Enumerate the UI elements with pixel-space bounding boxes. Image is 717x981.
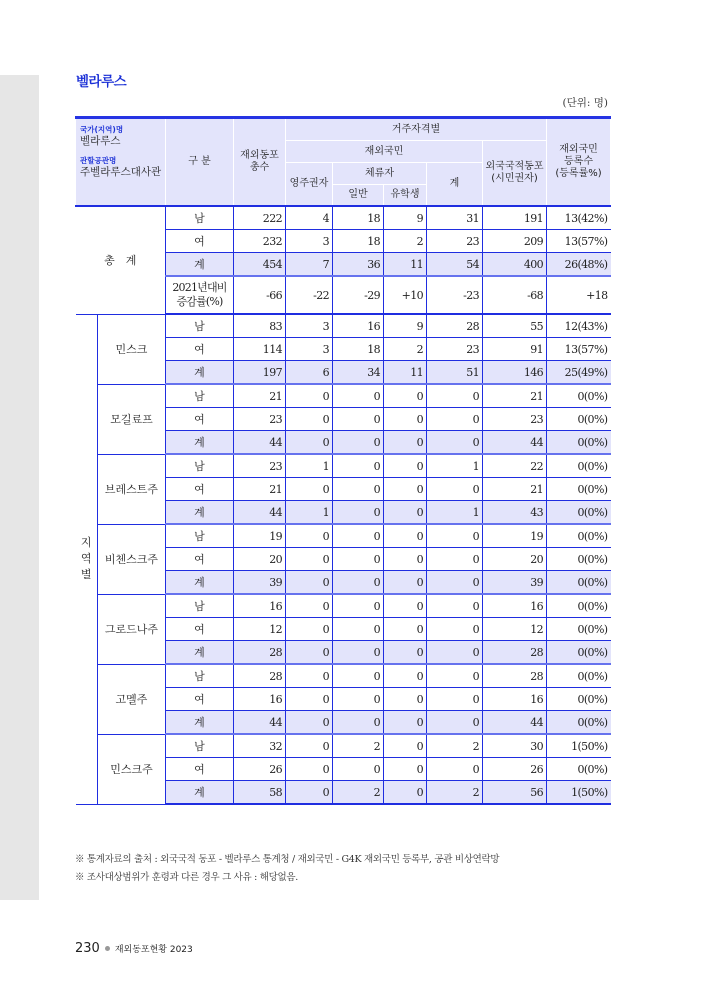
region-name: 민스크주 <box>98 734 166 804</box>
unit-label: (단위: 명) <box>562 97 608 109</box>
side-margin-band <box>0 75 39 900</box>
row-label: 여 <box>166 408 234 431</box>
registered-cell: 0(0%) <box>547 664 611 688</box>
row-label: 남 <box>166 594 234 618</box>
subtotal-cell: 1 <box>427 501 483 525</box>
total-overseas-header-line2: 총수 <box>249 162 270 173</box>
subtotal-cell: 54 <box>427 253 483 277</box>
registered-cell: 0(0%) <box>547 548 611 571</box>
registered-cell: 0(0%) <box>547 571 611 595</box>
subtotal-cell: 23 <box>427 338 483 361</box>
row-label: 남 <box>166 314 234 338</box>
row-label: 계 <box>166 253 234 277</box>
registered-header-line2: 등록수 <box>564 156 593 167</box>
row-label: 남 <box>166 384 234 408</box>
total-overseas-cell: 454 <box>234 253 286 277</box>
registered-cell: 0(0%) <box>547 688 611 711</box>
row-label: 계 <box>166 781 234 805</box>
subtotal-cell: 0 <box>427 688 483 711</box>
general-header: 일반 <box>333 185 384 207</box>
student-cell: 9 <box>384 206 427 230</box>
foreign-national-cell: 26 <box>483 758 547 781</box>
total-overseas-cell: 23 <box>234 454 286 478</box>
subtotal-cell: 0 <box>427 384 483 408</box>
region-group-label <box>76 314 98 804</box>
general-cell: 0 <box>333 664 384 688</box>
permanent-resident-cell: 0 <box>286 431 333 455</box>
row-label: 계 <box>166 641 234 665</box>
total-overseas-cell: 32 <box>234 734 286 758</box>
general-cell: 0 <box>333 618 384 641</box>
student-header: 유학생 <box>384 185 427 207</box>
country-info-cell <box>76 118 166 207</box>
foreign-national-header-line1: 외국국적동포 <box>485 161 544 172</box>
permanent-resident-cell: 0 <box>286 594 333 618</box>
row-label: 남 <box>166 454 234 478</box>
general-cell: 0 <box>333 431 384 455</box>
foreign-national-cell: 30 <box>483 734 547 758</box>
foreign-national-header-line2: (시민권자) <box>491 173 538 184</box>
general-cell: 2 <box>333 781 384 805</box>
general-cell: 18 <box>333 206 384 230</box>
foreign-national-cell: 21 <box>483 384 547 408</box>
total-overseas-cell: 16 <box>234 688 286 711</box>
general-cell: 0 <box>333 711 384 735</box>
general-cell: 0 <box>333 548 384 571</box>
source-note: ※ 통계자료의 출처 : 외국국적 동포 - 벨라루스 통계청 / 재외국민 - G4K 재외국민 등록부, 공관 비상연락망 <box>75 854 500 865</box>
foreign-national-header <box>483 141 547 207</box>
subtotal-cell: 0 <box>427 758 483 781</box>
total-overseas-cell: 83 <box>234 314 286 338</box>
permanent-resident-cell: 7 <box>286 253 333 277</box>
total-overseas-header-line1: 재외동포 <box>240 150 279 161</box>
total-overseas-cell: 21 <box>234 478 286 501</box>
subtotal-cell: 0 <box>427 548 483 571</box>
office-label: 관할공관명 <box>80 156 117 165</box>
registered-cell: 0(0%) <box>547 641 611 665</box>
subtotal-cell: 28 <box>427 314 483 338</box>
total-overseas-cell: 21 <box>234 384 286 408</box>
row-label: 계 <box>166 361 234 385</box>
row-label: 계 <box>166 501 234 525</box>
foreign-national-cell: 56 <box>483 781 547 805</box>
foreign-national-cell: 16 <box>483 688 547 711</box>
table-header <box>76 118 611 207</box>
registered-header-line3: (등록률%) <box>555 168 602 179</box>
registered-cell: 13(57%) <box>547 230 611 253</box>
subtotal-cell: 0 <box>427 431 483 455</box>
permanent-resident-cell: 0 <box>286 641 333 665</box>
subtotal-cell: 0 <box>427 664 483 688</box>
registered-cell: 13(42%) <box>547 206 611 230</box>
permanent-resident-cell: 0 <box>286 688 333 711</box>
general-cell: 0 <box>333 478 384 501</box>
row-label: 계 <box>166 431 234 455</box>
subtotal-cell: 31 <box>427 206 483 230</box>
row-label: 남 <box>166 206 234 230</box>
table-row <box>76 524 611 548</box>
foreign-national-cell: 44 <box>483 431 547 455</box>
permanent-resident-cell: 0 <box>286 734 333 758</box>
permanent-resident-cell: 3 <box>286 338 333 361</box>
foreign-national-cell: 21 <box>483 478 547 501</box>
subtotal-cell: 0 <box>427 408 483 431</box>
region-name: 모길료프 <box>98 384 166 454</box>
permanent-resident-cell: 3 <box>286 314 333 338</box>
general-cell: 0 <box>333 571 384 595</box>
page-title: 벨라루스 <box>76 74 127 90</box>
change-rate-label-line2: 증감률(%) <box>176 295 223 308</box>
subtotal-cell: 0 <box>427 571 483 595</box>
foreign-national-cell: 28 <box>483 664 547 688</box>
registered-cell: 0(0%) <box>547 711 611 735</box>
registered-cell: 0(0%) <box>547 758 611 781</box>
permanent-resident-cell: 1 <box>286 454 333 478</box>
registered-cell: 0(0%) <box>547 594 611 618</box>
general-cell: 0 <box>333 408 384 431</box>
total-overseas-cell: 12 <box>234 618 286 641</box>
row-label: 여 <box>166 758 234 781</box>
row-label: 여 <box>166 688 234 711</box>
general-cell: 0 <box>333 641 384 665</box>
general-cell: 0 <box>333 524 384 548</box>
row-label: 남 <box>166 664 234 688</box>
permanent-resident-cell: 6 <box>286 361 333 385</box>
registered-header-line1: 재외국민 <box>559 144 598 155</box>
general-cell: 18 <box>333 338 384 361</box>
bullet-dot-icon <box>105 946 110 951</box>
subtotal-cell: 23 <box>427 230 483 253</box>
subtotal-change-cell: -23 <box>427 276 483 314</box>
total-overseas-cell: 39 <box>234 571 286 595</box>
student-cell: 0 <box>384 548 427 571</box>
region-name: 그로드나주 <box>98 594 166 664</box>
permanent-resident-cell: 0 <box>286 781 333 805</box>
general-cell: 0 <box>333 384 384 408</box>
foreign-national-cell: 44 <box>483 711 547 735</box>
subtotal-cell: 0 <box>427 618 483 641</box>
total-overseas-cell: 16 <box>234 594 286 618</box>
subtotal-cell: 0 <box>427 641 483 665</box>
student-cell: 0 <box>384 501 427 525</box>
row-label: 여 <box>166 230 234 253</box>
total-overseas-cell: 58 <box>234 781 286 805</box>
subtotal-cell: 0 <box>427 478 483 501</box>
registered-cell: 0(0%) <box>547 454 611 478</box>
student-cell: 2 <box>384 338 427 361</box>
row-label: 여 <box>166 618 234 641</box>
registered-cell: 25(49%) <box>547 361 611 385</box>
registered-cell: 1(50%) <box>547 781 611 805</box>
student-cell: 0 <box>384 641 427 665</box>
foreign-national-cell: 23 <box>483 408 547 431</box>
registered-change-cell: +18 <box>547 276 611 314</box>
overseas-nationals-header: 재외국민 <box>286 141 483 163</box>
student-cell: 0 <box>384 758 427 781</box>
registered-cell: 26(48%) <box>547 253 611 277</box>
student-cell: 0 <box>384 618 427 641</box>
total-overseas-cell: 26 <box>234 758 286 781</box>
foreign-national-cell: 400 <box>483 253 547 277</box>
country-label: 국가(지역)명 <box>80 125 124 134</box>
sojourner-header: 체류자 <box>333 163 427 185</box>
student-cell: 0 <box>384 781 427 805</box>
statistics-table <box>75 116 611 805</box>
row-label: 계 <box>166 571 234 595</box>
row-label: 여 <box>166 478 234 501</box>
foreign-national-cell: 55 <box>483 314 547 338</box>
foreign-national-cell: 20 <box>483 548 547 571</box>
general-cell: 2 <box>333 734 384 758</box>
region-name: 고멜주 <box>98 664 166 734</box>
total-overseas-cell: 232 <box>234 230 286 253</box>
registered-cell: 12(43%) <box>547 314 611 338</box>
region-group-char: 역 <box>80 552 92 565</box>
permanent-resident-cell: 0 <box>286 548 333 571</box>
permanent-resident-cell: 0 <box>286 711 333 735</box>
change-rate-label-line1: 2021년대비 <box>172 281 227 294</box>
country-value: 벨라루스 <box>80 135 121 147</box>
row-label: 남 <box>166 734 234 758</box>
subtotal-cell: 1 <box>427 454 483 478</box>
total-overseas-cell: 197 <box>234 361 286 385</box>
foreign-national-cell: 43 <box>483 501 547 525</box>
subtotal-cell: 0 <box>427 711 483 735</box>
general-cell: 0 <box>333 688 384 711</box>
registered-cell: 13(57%) <box>547 338 611 361</box>
total-overseas-cell: 44 <box>234 501 286 525</box>
total-overseas-cell: 20 <box>234 548 286 571</box>
permanent-resident-cell: 1 <box>286 501 333 525</box>
table-row <box>76 454 611 478</box>
page-footer <box>75 941 193 956</box>
student-cell: 0 <box>384 524 427 548</box>
book-title: 재외동포현황 2023 <box>114 945 193 955</box>
foreign-national-cell: 91 <box>483 338 547 361</box>
student-cell: 2 <box>384 230 427 253</box>
student-cell: 0 <box>384 454 427 478</box>
foreign-national-cell: 28 <box>483 641 547 665</box>
permanent-resident-cell: 0 <box>286 524 333 548</box>
foreign-national-cell: 12 <box>483 618 547 641</box>
permanent-resident-cell: 0 <box>286 664 333 688</box>
notes <box>75 851 499 887</box>
student-cell: 0 <box>384 431 427 455</box>
foreign-national-cell: 191 <box>483 206 547 230</box>
page-number: 230 <box>75 941 100 956</box>
general-cell: 0 <box>333 594 384 618</box>
permanent-resident-cell: 4 <box>286 206 333 230</box>
general-cell: 16 <box>333 314 384 338</box>
subtotal-cell: 0 <box>427 524 483 548</box>
table-row <box>76 314 611 338</box>
general-cell: 0 <box>333 501 384 525</box>
total-overseas-cell: 28 <box>234 664 286 688</box>
office-value: 주벨라루스대사관 <box>80 166 162 178</box>
student-cell: 0 <box>384 571 427 595</box>
student-cell: 11 <box>384 361 427 385</box>
row-label: 여 <box>166 338 234 361</box>
subtotal-cell: 51 <box>427 361 483 385</box>
region-name: 브레스트주 <box>98 454 166 524</box>
subtotal-cell: 2 <box>427 734 483 758</box>
region-group-char: 지 <box>80 536 92 549</box>
student-cell: 0 <box>384 711 427 735</box>
foreign-national-cell: 39 <box>483 571 547 595</box>
region-name: 비첸스크주 <box>98 524 166 594</box>
total-overseas-cell: 19 <box>234 524 286 548</box>
region-group-char: 별 <box>80 568 92 581</box>
total-overseas-header <box>234 118 286 207</box>
foreign-national-cell: 146 <box>483 361 547 385</box>
student-cell: 0 <box>384 408 427 431</box>
student-cell: 0 <box>384 664 427 688</box>
student-cell: 11 <box>384 253 427 277</box>
row-label: 계 <box>166 711 234 735</box>
student-change-cell: +10 <box>384 276 427 314</box>
table-row <box>76 206 611 230</box>
student-cell: 0 <box>384 478 427 501</box>
table-body <box>76 206 611 804</box>
registered-cell: 0(0%) <box>547 408 611 431</box>
table-row <box>76 594 611 618</box>
permanent-resident-cell: 0 <box>286 384 333 408</box>
student-cell: 0 <box>384 594 427 618</box>
total-overseas-cell: 44 <box>234 711 286 735</box>
subtotal-cell: 0 <box>427 594 483 618</box>
registered-cell: 0(0%) <box>547 524 611 548</box>
registered-cell: 0(0%) <box>547 431 611 455</box>
permanent-resident-cell: 0 <box>286 478 333 501</box>
total-overseas-cell: 44 <box>234 431 286 455</box>
table-row <box>76 664 611 688</box>
total-overseas-cell: 28 <box>234 641 286 665</box>
subtotal-header: 계 <box>427 163 483 207</box>
student-cell: 0 <box>384 734 427 758</box>
total-overseas-cell: 23 <box>234 408 286 431</box>
registered-cell: 0(0%) <box>547 618 611 641</box>
category-header: 구 분 <box>166 118 234 207</box>
total-group-label: 총 계 <box>76 206 166 314</box>
row-label: 남 <box>166 524 234 548</box>
student-cell: 0 <box>384 688 427 711</box>
foreign-national-cell: 22 <box>483 454 547 478</box>
table-row <box>76 734 611 758</box>
general-cell: 36 <box>333 253 384 277</box>
foreign-national-cell: 16 <box>483 594 547 618</box>
row-label: 여 <box>166 548 234 571</box>
foreign-national-cell: 19 <box>483 524 547 548</box>
registered-cell: 0(0%) <box>547 501 611 525</box>
general-cell: 0 <box>333 454 384 478</box>
general-cell: 0 <box>333 758 384 781</box>
residence-status-header: 거주자격별 <box>286 118 547 141</box>
registered-cell: 0(0%) <box>547 384 611 408</box>
change-rate-label <box>166 276 234 314</box>
general-cell: 18 <box>333 230 384 253</box>
permanent-resident-cell: 0 <box>286 571 333 595</box>
general-change-cell: -29 <box>333 276 384 314</box>
scope-note: ※ 조사대상범위가 훈령과 다른 경우 그 사유 : 해당없음. <box>75 872 298 883</box>
total-overseas-cell: 222 <box>234 206 286 230</box>
general-cell: 34 <box>333 361 384 385</box>
table-row <box>76 384 611 408</box>
student-cell: 9 <box>384 314 427 338</box>
registered-header <box>547 118 611 207</box>
registered-cell: 0(0%) <box>547 478 611 501</box>
permanent-resident-cell: 3 <box>286 230 333 253</box>
permanent-resident-change-cell: -22 <box>286 276 333 314</box>
permanent-resident-cell: 0 <box>286 618 333 641</box>
subtotal-cell: 2 <box>427 781 483 805</box>
foreign-national-cell: 209 <box>483 230 547 253</box>
permanent-resident-header: 영주권자 <box>286 163 333 207</box>
permanent-resident-cell: 0 <box>286 758 333 781</box>
registered-cell: 1(50%) <box>547 734 611 758</box>
total-overseas-cell: 114 <box>234 338 286 361</box>
total-overseas-change-cell: -66 <box>234 276 286 314</box>
foreign-national-change-cell: -68 <box>483 276 547 314</box>
region-name: 민스크 <box>98 314 166 384</box>
student-cell: 0 <box>384 384 427 408</box>
permanent-resident-cell: 0 <box>286 408 333 431</box>
